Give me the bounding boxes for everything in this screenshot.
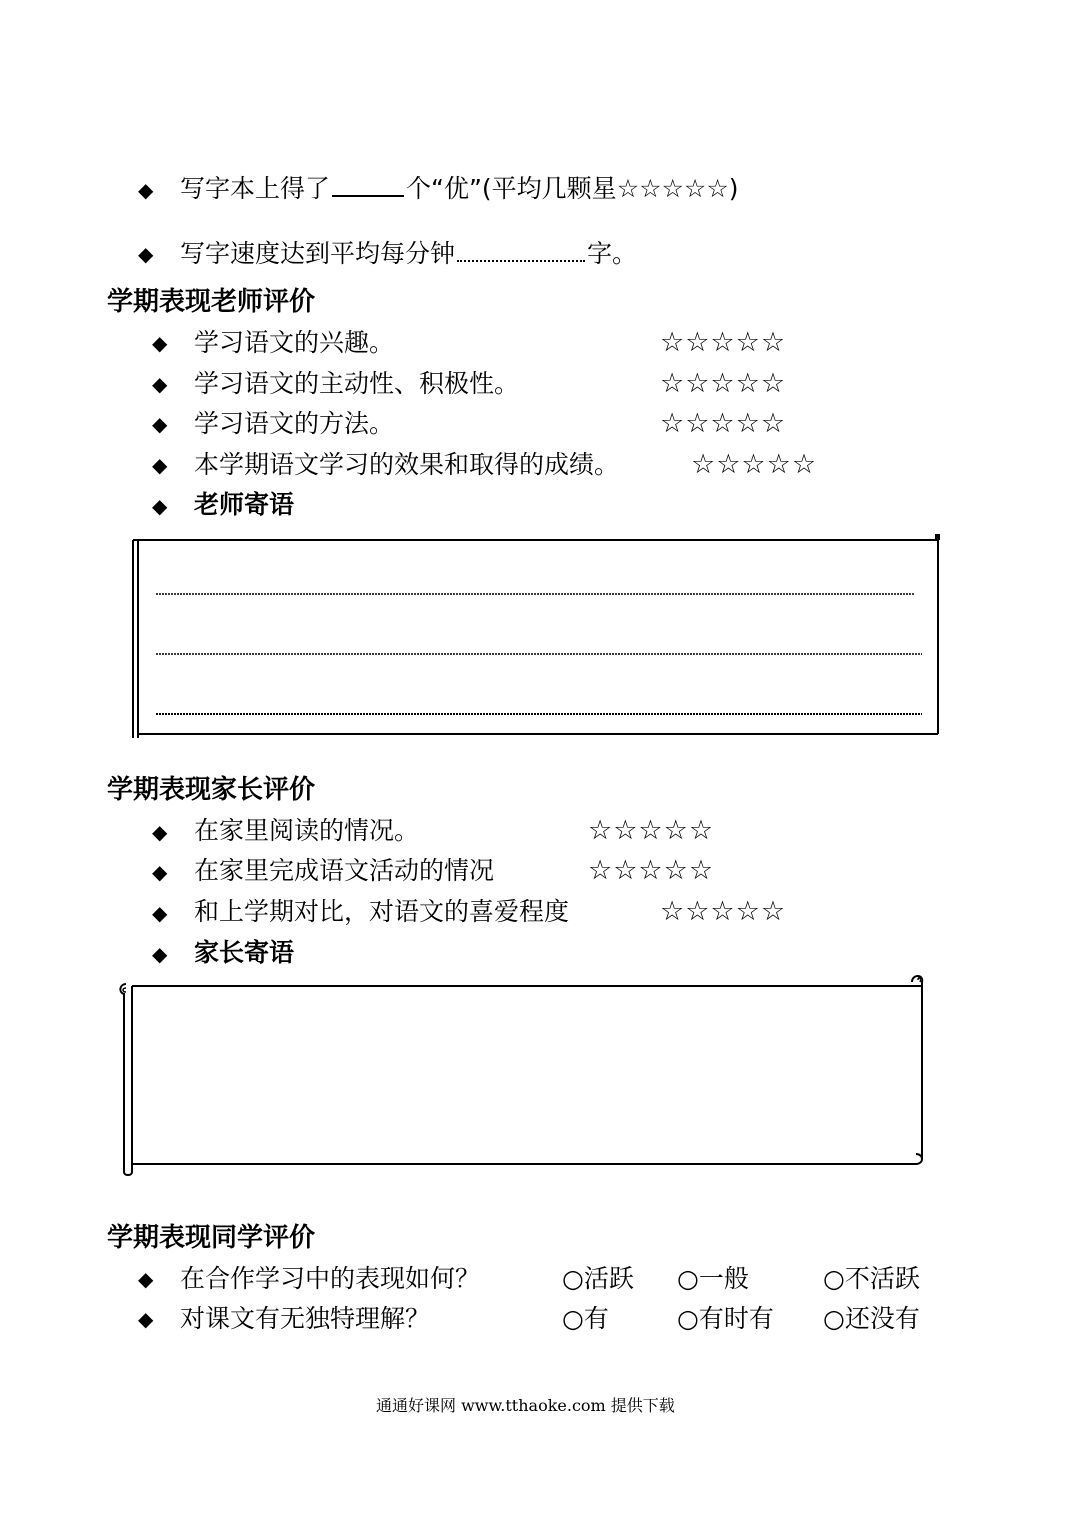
writing-item-1-close: ) [728,174,739,203]
bullet-diamond-icon: ◆ [152,494,168,518]
writing-item-2-before: 写字速度达到平均每分钟 [180,239,456,268]
parent-message-label: 家长寄语 [194,938,295,967]
writing-item-1-before: 写字本上得了 [180,174,331,203]
bullet-diamond-icon: ◆ [152,901,168,925]
peer-section-heading: 学期表现同学评价 [107,1223,316,1253]
rating-stars[interactable]: ☆☆☆☆☆ [660,896,787,927]
radio-option[interactable]: ○有时有 [677,1304,774,1333]
rating-stars[interactable]: ☆☆☆☆☆ [660,368,787,399]
teacher-item-label: 本学期语文学习的效果和取得的成绩。 [194,450,620,479]
peer-question-label: 在合作学习中的表现如何？ [180,1264,481,1293]
teacher-section-heading: 学期表现老师评价 [107,287,316,317]
bullet-diamond-icon: ◆ [138,1307,154,1331]
bullet-diamond-icon: ◆ [152,860,168,884]
bullet-diamond-icon: ◆ [152,820,168,844]
parent-item-label: 在家里完成语文活动的情况 [194,856,495,885]
radio-option[interactable]: ○有 [562,1304,609,1333]
rating-stars[interactable]: ☆☆☆☆☆ [660,327,787,358]
radio-option[interactable]: ○不活跃 [823,1264,920,1293]
rating-stars[interactable]: ☆☆☆☆☆ [660,408,787,439]
peer-question-label: 对课文有无独特理解？ [180,1304,431,1333]
parent-item-label: 和上学期对比，对语文的喜爱程度 [194,897,570,926]
parent-message-box[interactable] [112,968,932,1180]
bullet-diamond-icon: ◆ [152,412,168,436]
blank-line[interactable] [457,259,585,262]
teacher-item-label: 学习语文的兴趣。 [194,328,395,357]
bullet-diamond-icon: ◆ [138,1267,154,1291]
rating-stars[interactable]: ☆☆☆☆☆ [691,449,818,480]
bullet-diamond-icon: ◆ [152,331,168,355]
rating-stars: ☆☆☆☆☆ [616,174,729,203]
rating-stars[interactable]: ☆☆☆☆☆ [588,815,715,846]
parent-section-heading: 学期表现家长评价 [107,775,316,805]
page-footer: 通通好课网 www.tthaoke.com 提供下载 [376,1396,675,1415]
writing-item-1 [180,176,739,201]
teacher-message-label: 老师寄语 [194,490,295,519]
parent-item-label: 在家里阅读的情况。 [194,816,420,845]
teacher-message-box[interactable] [130,532,945,744]
bullet-diamond-icon: ◆ [152,453,168,477]
radio-option[interactable]: ○活跃 [562,1264,634,1293]
teacher-item-label: 学习语文的方法。 [194,409,395,438]
radio-option[interactable]: ○一般 [677,1264,749,1293]
writing-item-1-after: 个“优”(平均几颗星 [406,174,617,203]
bullet-diamond-icon: ◆ [138,178,154,202]
bullet-diamond-icon: ◆ [152,942,168,966]
teacher-item-label: 学习语文的主动性、积极性。 [194,369,520,398]
writing-item-2-after: 字。 [587,239,638,268]
bullet-diamond-icon: ◆ [152,372,168,396]
writing-item-2 [180,241,637,266]
rating-stars[interactable]: ☆☆☆☆☆ [588,855,715,886]
radio-option[interactable]: ○还没有 [823,1304,920,1333]
bullet-diamond-icon: ◆ [138,242,154,266]
blank-line[interactable] [332,194,404,197]
